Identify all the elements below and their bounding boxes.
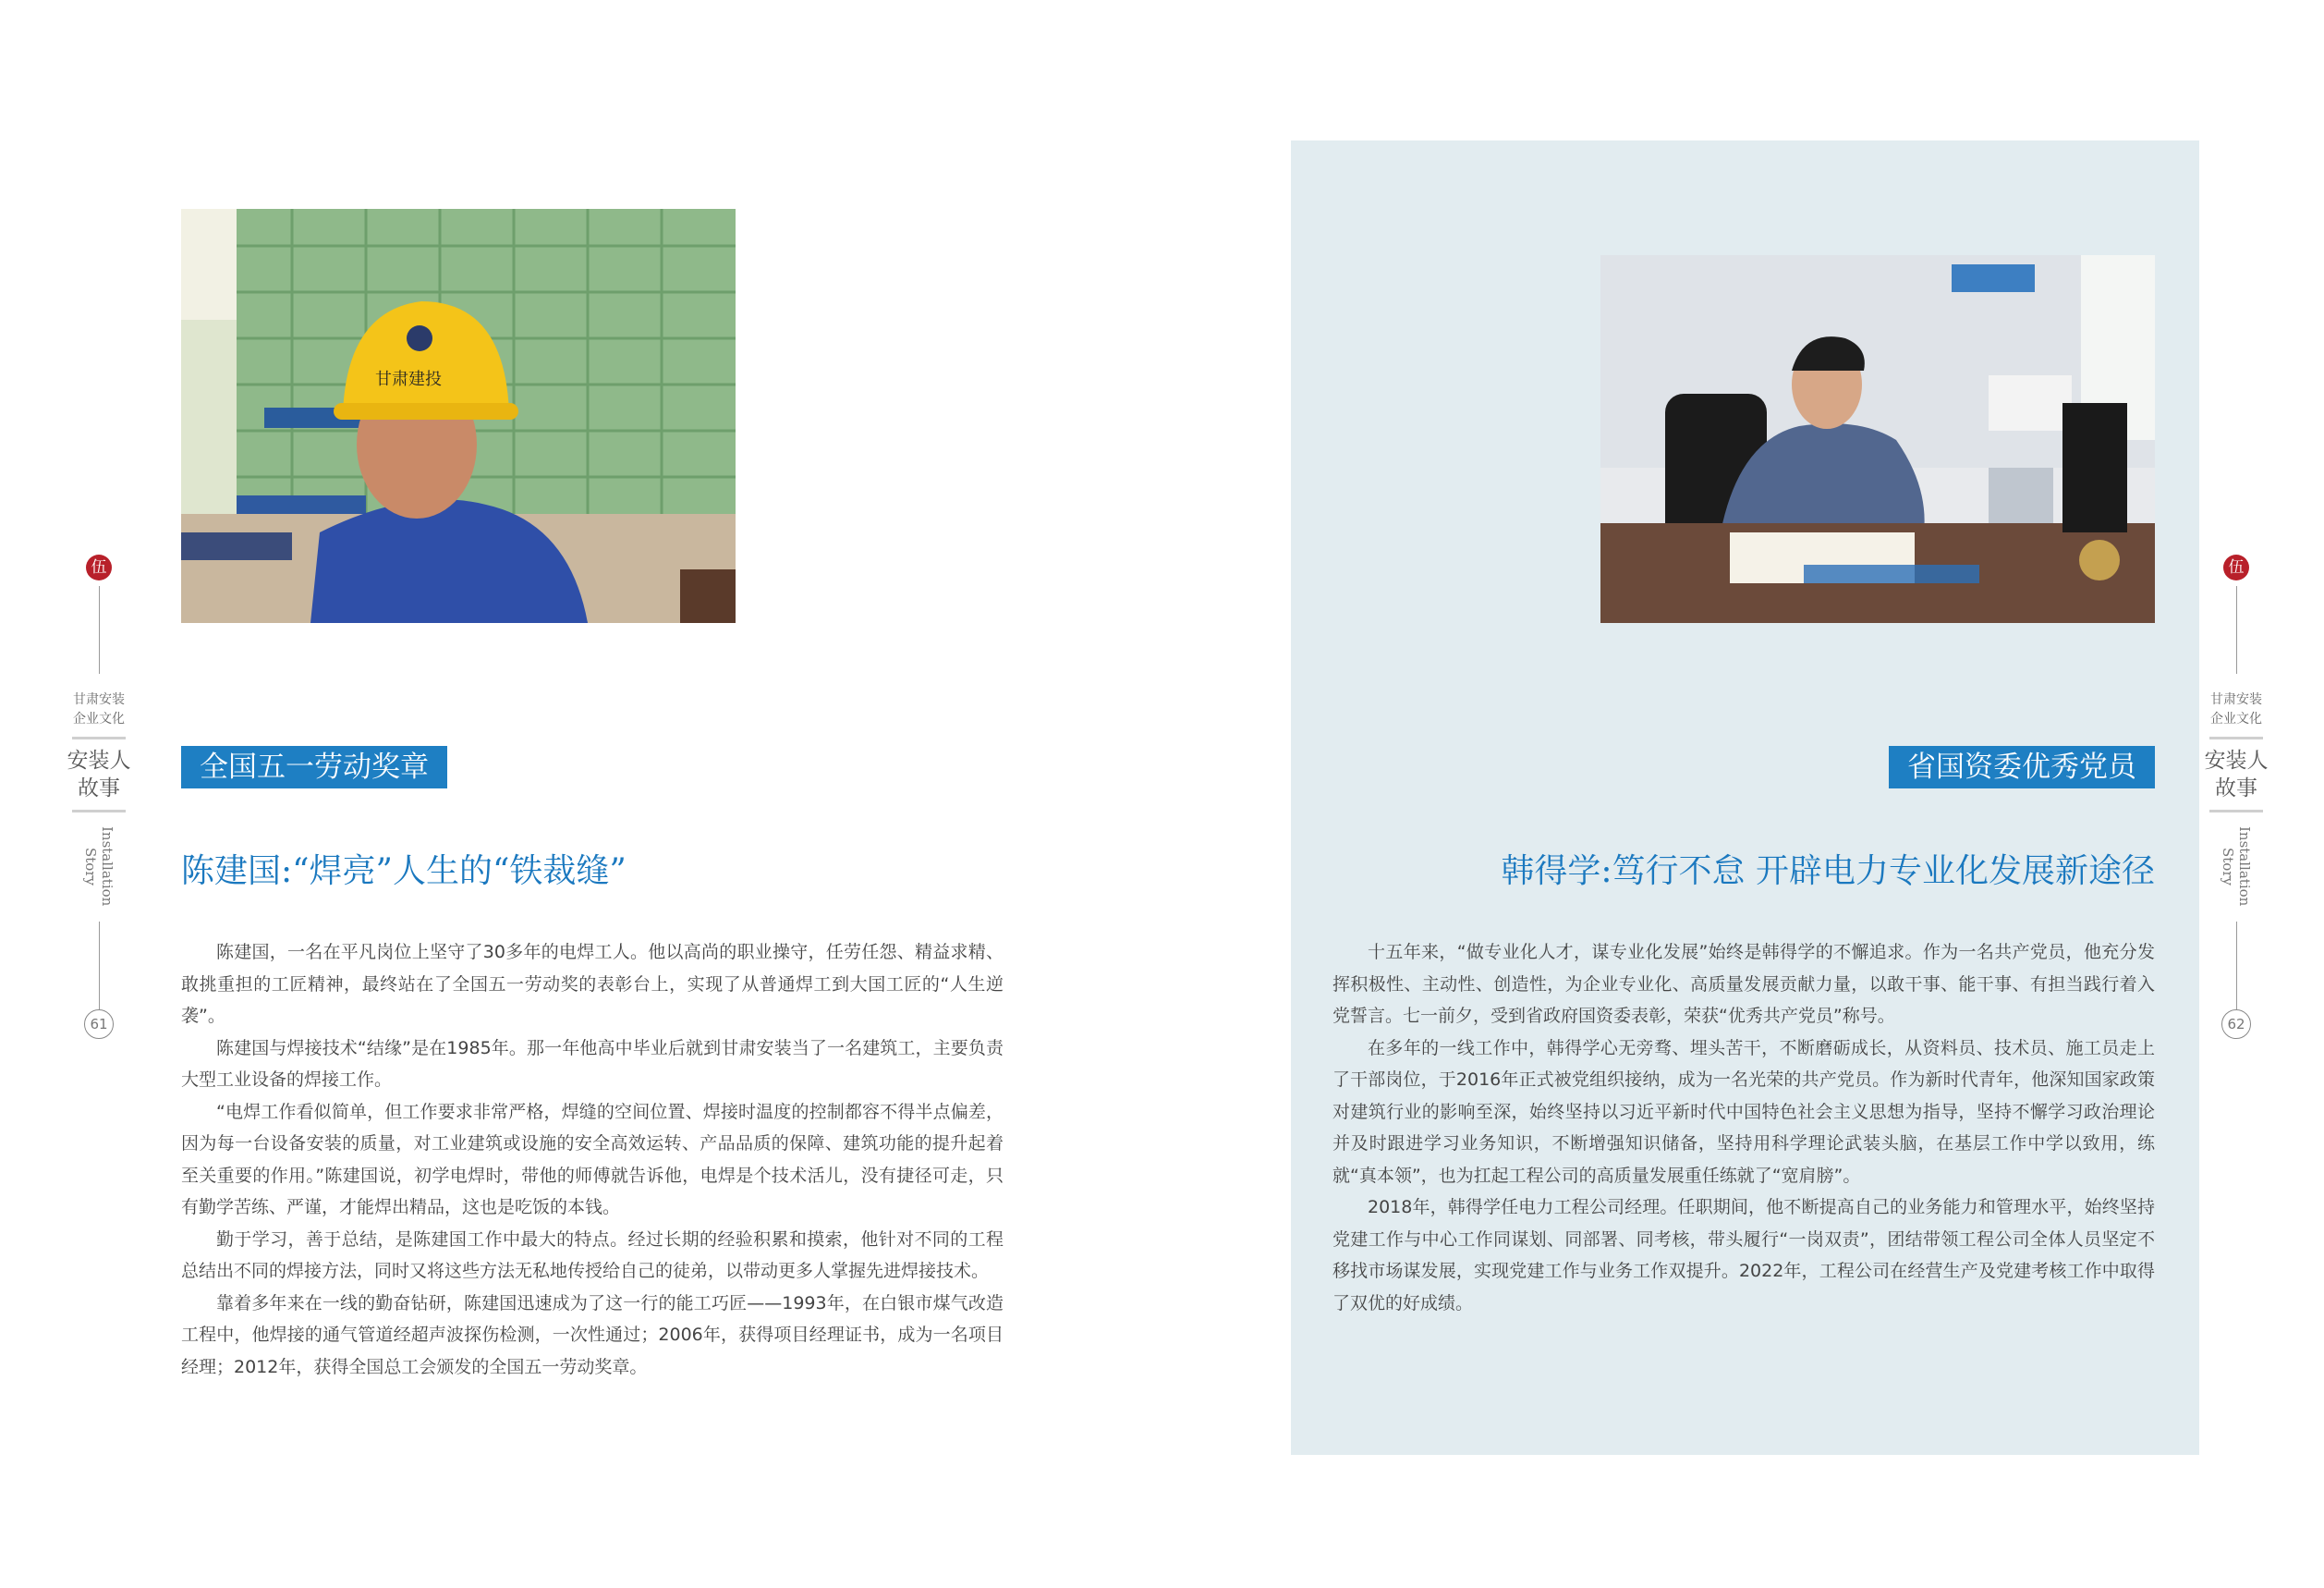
welder-photo	[181, 209, 736, 623]
helmet-label: 甘肃建投	[375, 370, 442, 389]
english-label: Installation Story	[2220, 825, 2253, 907]
paragraph: 2018年，韩得学任电力工程公司经理。任职期间，他不断提高自己的业务能力和管理水平，始终坚持党建工作与中心工作同谋划、同部署、同考核，带头履行“一岗双责”，团结带领工程公司全体人员坚定不移找市场谋发展，实现党建工作与业务工作双提升。2022年，工程公司在经营生产及党建考核工作中取得了双优的好成绩。	[1332, 1197, 2155, 1313]
paragraph: 勤于学习，善于总结，是陈建国工作中最大的特点。经过长期的经验积累和摸索，他针对不同的工程总结出不同的焊接方法，同时又将这些方法无私地传授给自己的徒弟，以带动更多人掌握先进焊接技术。	[181, 1228, 1004, 1281]
article-title-right: 韩得学:笃行不怠 开辟电力专业化发展新途径	[1501, 852, 2155, 890]
award-tag-right: 省国资委优秀党员	[1889, 746, 2155, 788]
article-title-left: 陈建国:“焊亮”人生的“铁裁缝”	[181, 852, 627, 890]
side-rail-left	[67, 555, 131, 1039]
paragraph: 十五年来，“做专业化人才，谋专业化发展”始终是韩得学的不懈追求。作为一名共产党员，他充分发挥积极性、主动性、创造性，为企业专业化、高质量发展贡献力量，以敢干事、能干事、有担当践行着入党誓言。七一前夕，受到省政府国资委表彰，荣获“优秀共产党员”称号。	[1332, 942, 2155, 1026]
article-body-left	[181, 936, 1004, 1383]
award-tag-left: 全国五一劳动奖章	[181, 746, 447, 788]
paragraph: 陈建国与焊接技术“结缘”是在1985年。那一年他高中毕业后就到甘肃安装当了一名建筑工，主要负责大型工业设备的焊接工作。	[181, 1037, 1004, 1090]
page-number: 62	[2221, 1009, 2251, 1039]
article-body-right	[1332, 936, 2155, 1319]
chapter-label: 故事	[78, 776, 120, 800]
section-seal-icon: 伍	[86, 555, 112, 580]
paragraph: 靠着多年来在一线的勤奋钻研，陈建国迅速成为了这一行的能工巧匠——1993年，在白银市煤气改造工程中，他焊接的通气管道经超声波探伤检测，一次性通过；2006年，获得项目经理证书，成为一名项目经理；2012年，获得全国总工会颁发的全国五一劳动奖章。	[181, 1292, 1004, 1377]
section-label: 甘肃安装	[73, 692, 125, 707]
section-label: 甘肃安装	[2210, 692, 2262, 707]
chapter-label: 安装人	[2204, 749, 2269, 773]
english-label: Installation Story	[82, 825, 116, 907]
section-seal-icon: 伍	[2223, 555, 2249, 580]
page-number: 61	[84, 1009, 114, 1039]
side-rail-right	[2204, 555, 2269, 1039]
chapter-label: 安装人	[67, 749, 131, 773]
office-photo	[1600, 255, 2155, 623]
section-label: 企业文化	[73, 712, 125, 727]
chapter-label: 故事	[2215, 776, 2257, 800]
paragraph: 陈建国，一名在平凡岗位上坚守了30多年的电焊工人。他以高尚的职业操守，任劳任怨、精益求精、敢挑重担的工匠精神，最终站在了全国五一劳动奖的表彰台上，实现了从普通焊工到大国工匠的“人生逆袭”。	[181, 942, 1004, 1026]
paragraph: 在多年的一线工作中，韩得学心无旁骛、埋头苦干，不断磨砺成长，从资料员、技术员、施工员走上了干部岗位，于2016年正式被党组织接纳，成为一名光荣的共产党员。作为新时代青年，他深知国家政策对建筑行业的影响至深，始终坚持以习近平新时代中国特色社会主义思想为指导，坚持不懈学习政治理论并及时跟进学习业务知识，不断增强知识储备，坚持用科学理论武装头脑，在基层工作中学以致用，练就“真本领”，也为扛起工程公司的高质量发展重任练就了“宽肩膀”。	[1332, 1037, 2155, 1186]
section-label: 企业文化	[2210, 712, 2262, 727]
paragraph: “电焊工作看似简单，但工作要求非常严格，焊缝的空间位置、焊接时温度的控制都容不得半点偏差，因为每一台设备安装的质量，对工业建筑或设施的安全高效运转、产品品质的保障、建筑功能的提升起着至关重要的作用。”陈建国说，初学电焊时，带他的师傅就告诉他，电焊是个技术活儿，没有捷径可走，只有勤学苦练、严谨，才能焊出精品，这也是吃饭的本钱。	[181, 1101, 1004, 1217]
